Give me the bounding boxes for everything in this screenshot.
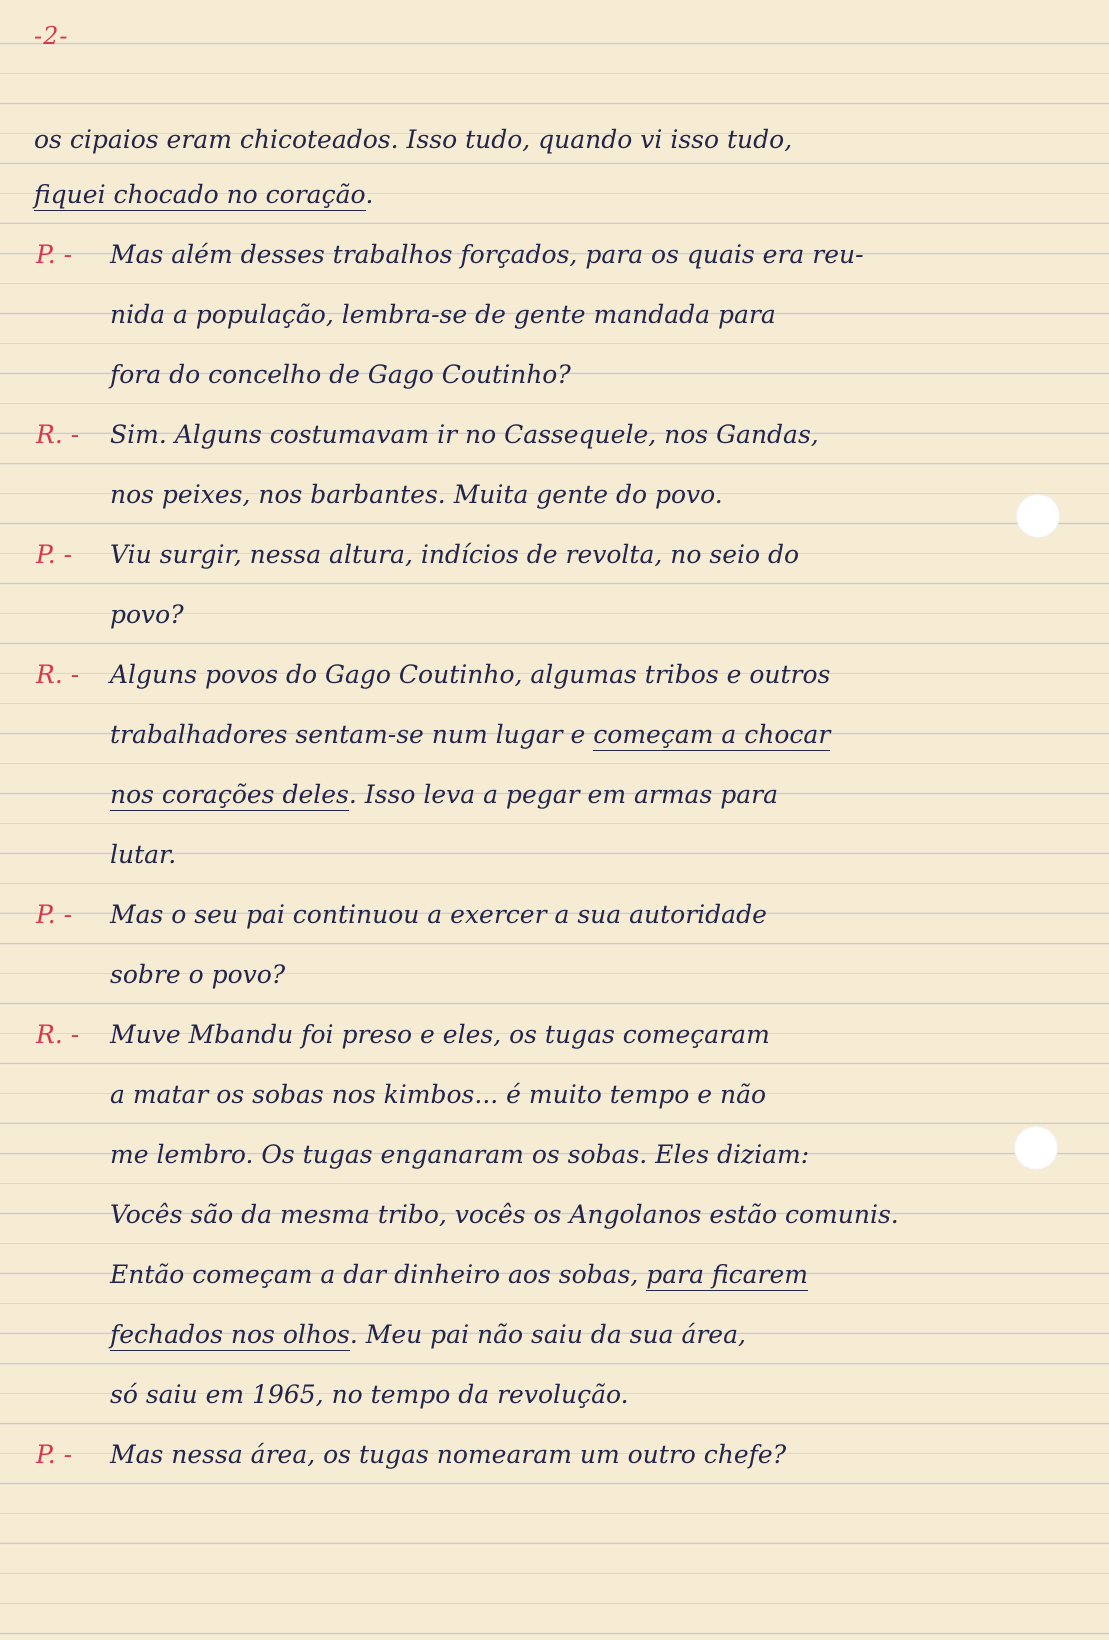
line-text: Vocês são da mesma tribo, vocês os Angolanos estão comunis. bbox=[110, 1200, 899, 1229]
text-line bbox=[0, 945, 1109, 1005]
text-line bbox=[0, 1425, 1109, 1485]
underlined-text: fiquei chocado no coração bbox=[34, 180, 366, 209]
text-line bbox=[0, 1125, 1109, 1185]
question-marker: P. - bbox=[36, 900, 73, 929]
page-number: -2- bbox=[34, 22, 69, 50]
line-text: povo? bbox=[110, 600, 184, 629]
underlined-text: nos corações deles bbox=[110, 780, 349, 809]
line-text bbox=[110, 705, 830, 765]
answer-marker: R. - bbox=[36, 1020, 80, 1049]
text-line bbox=[0, 1065, 1109, 1125]
line-text: Alguns povos do Gago Coutinho, algumas tribos e outros bbox=[110, 660, 831, 689]
text-line bbox=[0, 645, 1109, 705]
line-text: lutar. bbox=[110, 840, 177, 869]
answer-marker: R. - bbox=[36, 660, 80, 689]
line-text-part: Então começam a dar dinheiro aos sobas, bbox=[110, 1260, 647, 1289]
answer-marker: R. - bbox=[36, 420, 80, 449]
text-line bbox=[0, 345, 1109, 405]
text-line bbox=[0, 225, 1109, 285]
text-line bbox=[0, 1365, 1109, 1425]
text-line bbox=[0, 765, 1109, 825]
text-line bbox=[0, 885, 1109, 945]
text-line bbox=[0, 465, 1109, 525]
text-line bbox=[0, 1185, 1109, 1245]
text-line bbox=[0, 1245, 1109, 1305]
text-line bbox=[0, 1305, 1109, 1365]
line-text-part: . Isso leva a pegar em armas para bbox=[348, 780, 778, 809]
underlined-text: começam a chocar bbox=[593, 720, 831, 749]
line-text-part: . bbox=[365, 180, 374, 209]
text-line bbox=[0, 825, 1109, 885]
text-line bbox=[0, 110, 1109, 170]
text-line bbox=[0, 1005, 1109, 1065]
text-line bbox=[0, 285, 1109, 345]
line-text-part: trabalhadores sentam-se num lugar e bbox=[110, 720, 594, 749]
line-text: me lembro. Os tugas enganaram os sobas. Eles diziam: bbox=[110, 1140, 810, 1169]
text-line bbox=[0, 525, 1109, 585]
line-text: Mas o seu pai continuou a exercer a sua autoridade bbox=[110, 900, 767, 929]
line-text: nos peixes, nos barbantes. Muita gente do povo. bbox=[110, 480, 723, 509]
line-text bbox=[34, 165, 374, 225]
question-marker: P. - bbox=[36, 240, 73, 269]
line-text: a matar os sobas nos kimbos... é muito tempo e não bbox=[110, 1080, 767, 1109]
text-line bbox=[0, 585, 1109, 645]
underlined-text: fechados nos olhos bbox=[110, 1320, 350, 1349]
line-text bbox=[110, 1245, 808, 1305]
line-text: nida a população, lembra-se de gente mandada para bbox=[110, 300, 776, 329]
text-line bbox=[0, 405, 1109, 465]
text-line bbox=[0, 705, 1109, 765]
line-text: Mas nessa área, os tugas nomearam um outro chefe? bbox=[110, 1440, 787, 1469]
line-text: Viu surgir, nessa altura, indícios de revolta, no seio do bbox=[110, 540, 800, 569]
underlined-text: para ficarem bbox=[646, 1260, 809, 1289]
line-text: Muve Mbandu foi preso e eles, os tugas começaram bbox=[110, 1020, 770, 1049]
question-marker: P. - bbox=[36, 1440, 73, 1469]
line-text: Sim. Alguns costumavam ir no Cassequele, nos Gandas, bbox=[110, 420, 819, 449]
line-text bbox=[110, 1305, 746, 1365]
question-marker: P. - bbox=[36, 540, 73, 569]
line-text: os cipaios eram chicoteados. Isso tudo, quando vi isso tudo, bbox=[34, 125, 793, 154]
line-text bbox=[110, 765, 778, 825]
line-text-part: . Meu pai não saiu da sua área, bbox=[349, 1320, 746, 1349]
text-line bbox=[0, 165, 1109, 225]
line-text: só saiu em 1965, no tempo da revolução. bbox=[110, 1380, 629, 1409]
line-text: sobre o povo? bbox=[110, 960, 286, 989]
line-text: Mas além desses trabalhos forçados, para os quais era reu- bbox=[110, 240, 864, 269]
line-text: fora do concelho de Gago Coutinho? bbox=[110, 360, 571, 389]
